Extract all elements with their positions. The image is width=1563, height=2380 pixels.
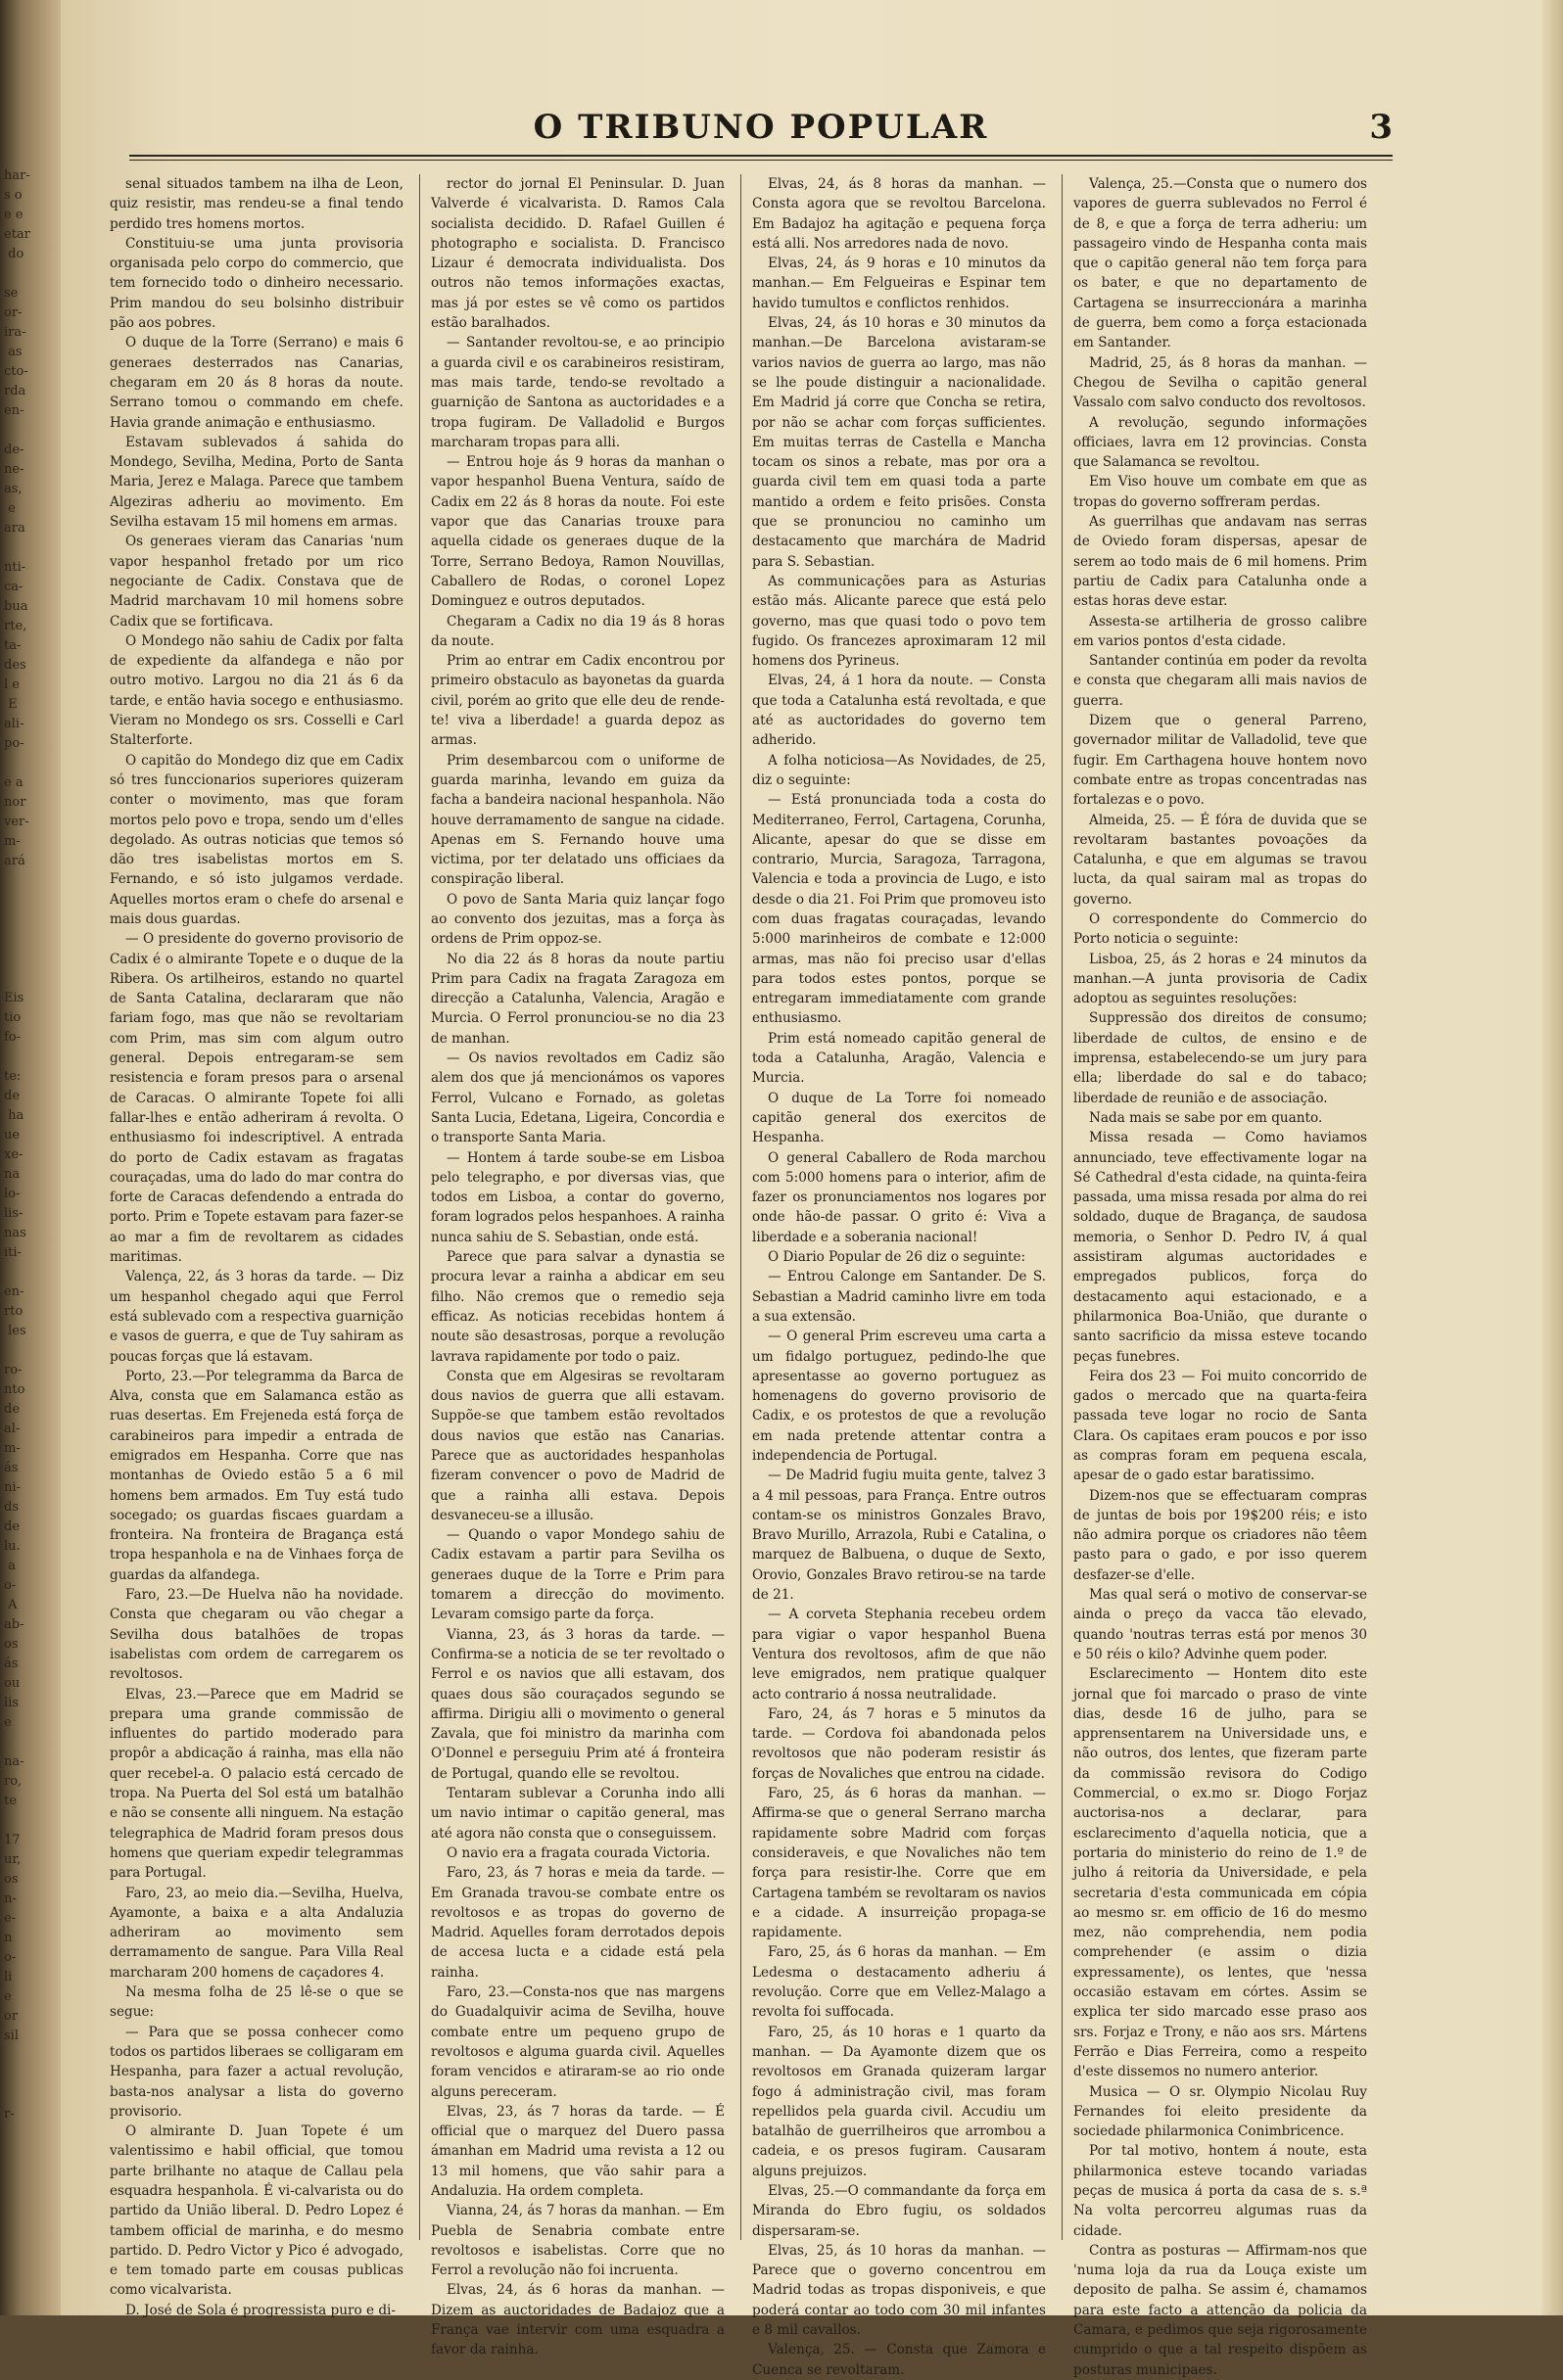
article-paragraph: Constituiu-se uma junta provisoria organisada pelo corpo do commercio, que tem fornecido todo o dinheiro necessario. Prim mandou do seu bolsinho distribuir pão aos pobres. [110, 235, 403, 332]
article-paragraph: Na mesma folha de 25 lê-se o que se segue: [110, 1984, 403, 2021]
article-paragraph: Tentaram sublevar a Corunha indo alli um navio intimar o capitão general, mas até agora não consta que o conseguissem. [431, 1786, 725, 1842]
article-paragraph: Prim desembarcou com o uniforme de guarda marinha, levando em guiza da facha a bandeira nacional hespanhola. Não houve derramamento de sangue na cidade. Apenas em S. Fernando houve uma victima, por ter delatado uns officiaes da conspiração liberal. [431, 752, 725, 888]
article-paragraph: Elvas, 24, á 1 hora da noute. — Consta que toda a Catalunha está revoltada, e que até as auctoridades do governo tem adherido. [752, 673, 1046, 749]
header-rule-thin [129, 160, 1393, 161]
article-paragraph: Lisboa, 25, ás 2 horas e 24 minutos da manhan.—A junta provisoria de Cadix adoptou as seguintes resoluções: [1073, 951, 1367, 1007]
article-paragraph: — Os navios revoltados em Cadiz são alem dos que já mencionámos os vapores Ferrol, Vulcano e Fornado, as goletas Santa Lucia, Edetana, Ligeira, Concordia e o transporte Santa Maria. [431, 1050, 725, 1146]
article-paragraph: Faro, 25, ás 6 horas da manhan. — Em Ledesma o destacamento adheriu á revolução. Corre que em Vellez-Malago a revolta foi suffocada. [752, 1944, 1046, 2021]
article-paragraph: A revolução, segundo informações officiaes, lavra em 12 provincias. Consta que Salamanca se revoltou. [1073, 414, 1367, 471]
article-paragraph: O Diario Popular de 26 diz o seguinte: [768, 1249, 1026, 1266]
article-paragraph: O duque de la Torre (Serrano) e mais 6 generaes desterrados nas Canarias, chegaram em 20 ás 8 horas da noute. Serrano tomou o commando em chefe. Havia grande animação e enthusiasmo. [110, 335, 403, 431]
article-paragraph: O navio era a fragata courada Victoria. [447, 1844, 711, 1861]
text-column-2 [431, 174, 725, 2358]
article-paragraph: Feira dos 23 — Foi muito concorrido de gados o mercado que na quarta-feira passada teve logar no rocio de Santa Clara. Os capitaes eram poucos e por isso as compras foram em pequena escala, apesar de o gado estar baratissimo. [1073, 1368, 1367, 1484]
article-paragraph: O correspondente do Commercio do Porto noticia o seguinte: [1073, 910, 1367, 948]
article-paragraph: Faro, 25, ás 10 horas e 1 quarto da manhan. — Da Ayamonte dizem que os revoltosos em Granada quizeram largar fogo á administração civil, mas foram repellidos pela guarda civil. Accudiu um batalhão de guerrilheiros que arrombou a cadeia, e os presos fugiram. Causaram alguns prejuizos. [752, 2024, 1046, 2179]
article-paragraph: Elvas, 23.—Parece que em Madrid se prepara uma grande commissão de influentes do partido moderado para propôr a abdicação á rainha, mas ella não quer recebel-a. O palacio está cercado de tropa. Na Puerta del Sol está um batalhão e não se consente alli ninguem. Na estação telegraphica de Madrid foram presos dous homens que queriam expedir telegrammas para Portugal. [110, 1686, 403, 1882]
previous-page-edge [0, 0, 61, 2315]
article-paragraph: Prim ao entrar em Cadix encontrou por primeiro obstaculo as bayonetas da guarda civil, porém ao grito que elle deu de rende-te! viva a liberdade! a guarda depoz as armas. [431, 653, 725, 749]
article-paragraph: Valença, 22, ás 3 horas da tarde. — Diz um hespanhol chegado aqui que Ferrol está sublevado com a respectiva guarnição e vasos de guerra, e que de Tuy sahiram as poucas forças que lá estavam. [110, 1269, 403, 1365]
article-paragraph: O capitão do Mondego diz que em Cadix só tres funccionarios superiores quizeram conter o movimento, mas que foram mortos pelo povo e tropa, sendo um d'elles degolado. As outras noticias que temos só dão tres isabelistas mortos em S. Fernando, e só isto julgamos verdade. Aquelles mortos eram o chefe do arsenal e mais dous guardas. [110, 752, 403, 927]
article-paragraph: Faro, 23.—De Huelva não ha novidade. Consta que chegaram ou vão chegar a Sevilha dous batalhões de tropas isabelistas com ordem de carregarem os revoltosos. [110, 1587, 403, 1683]
text-column-1 [110, 174, 403, 2318]
article-paragraph: — Entrou Calonge em Santander. De S. Sebastian a Madrid caminho livre em toda a sua extensão. [752, 1269, 1046, 1325]
article-paragraph: Madrid, 25, ás 8 horas da manhan. — Chegou de Sevilha o capitão general Vassalo com salvo conducto dos revoltosos. [1073, 354, 1367, 411]
article-paragraph: Vianna, 23, ás 3 horas da tarde. — Confirma-se a noticia de se ter revoltado o Ferrol e os navios que alli estavam, dos quaes dous são couraçados segundo se affirma. Dirigiu alli o movimento o general Zavala, que foi ministro da marinha com O'Donnel e perseguiu Prim até á fronteira de Portugal, quando elle se revoltou. [431, 1626, 725, 1782]
article-paragraph: Assesta-se artilheria de grosso calibre em varios pontos d'esta cidade. [1073, 613, 1367, 649]
article-paragraph: Faro, 23, ás 7 horas e meia da tarde. — Em Granada travou-se combate entre os revoltosos e as tropas do governo de Madrid. Aquelles foram derrotados depois de accesa lucta e a cidade está pela rainha. [431, 1865, 725, 1981]
article-paragraph: Porto, 23.—Por telegramma da Barca de Alva, consta que em Salamanca estão as ruas desertas. Em Frejeneda está força de carabineiros para impedir a entrada de emigrados em Hespanha. Corre que nas montanhas de Oviedo estão 5 a 6 mil homens bem armados. Em Tuy está tudo socegado; os guardas fiscaes guardam a fronteira. Na fronteira de Bragança está tropa hespanhola e na de Vinhaes força de guardas da alfandega. [110, 1368, 403, 1583]
article-paragraph: — Para que se possa conhecer como todos os partidos liberaes se colligaram em Hespanha, para fazer a actual revolução, basta-nos analysar a lista do governo provisorio. [110, 2024, 403, 2120]
article-paragraph: Vianna, 24, ás 7 horas da manhan. — Em Puebla de Senabria combate entre revoltosos e isabelistas. Corre que no Ferrol a revolução não foi incruenta. [431, 2203, 725, 2279]
article-paragraph: — O general Prim escreveu uma carta a um fidalgo portuguez, pedindo-lhe que apresentasse ao governo portuguez as homenagens do governo provisorio de Cadix, e os protestos de que a revolução em nada pretende attentar contra a independencia de Portugal. [752, 1329, 1046, 1464]
article-paragraph: — De Madrid fugiu muita gente, talvez 3 a 4 mil pessoas, para França. Entre outros contam-se os ministros Gonzales Bravo, Bravo Murillo, Arrazola, Rubi e Catalina, o marquez de Balbuena, o duque de Sexto, Orovio, Gonzales Bravo retirou-se na tarde de 21. [752, 1468, 1046, 1604]
article-paragraph: — Hontem á tarde soube-se em Lisboa pelo telegrapho, e por diversas vias, que todos em Lisboa, a contar do governo, foram logrados pelos hespanhoes. A rainha nunca sahiu de S. Sebastian, onde está. [431, 1149, 725, 1245]
article-paragraph: Faro, 23, ao meio dia.—Sevilha, Huelva, Ayamonte, a baixa e a alta Andaluzia adheriram ao movimento sem derramamento de sangue. Para Villa Real marcharam 200 homens de caçadores 4. [110, 1885, 403, 1981]
previous-page-fragments: har- s o e e etar do se or- ira- as cto- rda en- de- ne- as, e ara nti- ca- bua rte, ta- des l e E ali- po- e a nor ver- m- ará Eis tio fo- te: de ha ue xe- na lo- lis- nas iti- en- rto les ro- nto de al- m- ás ni- ds de lu. a o- A ab- os ás ou lis e na- ro, te 17 ur, os n- e- n o- li e or sil r- [4, 168, 30, 2122]
article-paragraph: Elvas, 23, ás 7 horas da tarde. — É official que o marquez del Duero passa ámanhan em Madrid uma revista a 12 ou 13 mil homens, que vão sahir para a Andaluzia. Ha ordem completa. [431, 2103, 725, 2199]
article-paragraph: Parece que para salvar a dynastia se procura levar a rainha a abdicar em seu filho. Não cremos que o remedio seja efficaz. As noticias recebidas hontem á noute são desastrosas, porque a revolução lavrava rapidamente por todo o paiz. [431, 1249, 725, 1365]
article-paragraph: Mas qual será o motivo de conservar-se ainda o preço da vacca tão elevado, quando 'noutras terras está por menos 30 e 50 réis o kilo? Advinhe quem poder. [1073, 1587, 1367, 1662]
article-paragraph: Elvas, 24, ás 8 horas da manhan. —Consta agora que se revoltou Barcelona. Em Badajoz ha agitação e pequena força está alli. Nos arredores nada de novo. [752, 176, 1046, 252]
article-paragraph: Valença, 25.—Consta que o numero dos vapores de guerra sublevados no Ferrol é de 8, e que a força de terra adheriu: um passageiro vindo de Hespanha conta mais que o capitão general não tem força para os bater, e que no departamento de Cartagena se insurreccionára a marinha de guerra, bem como a força estacionada em Santander. [1073, 176, 1367, 351]
article-paragraph: Prim está nomeado capitão general de toda a Catalunha, Aragão, Valencia e Murcia. [752, 1030, 1046, 1087]
article-paragraph: Estavam sublevados á sahida do Mondego, Sevilha, Medina, Porto de Santa Maria, Jerez e Malaga. Parece que tambem Algeziras adheriu ao movimento. Em Sevilha estavam 15 mil homens em armas. [110, 434, 403, 531]
article-paragraph: Musica — O sr. Olympio Nicolau Ruy Fernandes foi eleito presidente da sociedade philarmonica Conimbricence. [1073, 2083, 1367, 2140]
article-paragraph: Santander continúa em poder da revolta e consta que chegaram alli mais navios de guerra. [1073, 653, 1367, 709]
article-paragraph: — Entrou hoje ás 9 horas da manhan o vapor hespanhol Buena Ventura, saído de Cadix em 22 ás 8 horas da noute. Foi este vapor que das Canarias trouxe para aquella cidade os generaes duque de la Torre, Serrano Bedoya, Ramon Nouvillas, Caballero de Rodas, o coronel Lopez Dominguez e outros deputados. [431, 454, 725, 610]
article-paragraph: O almirante D. Juan Topete é um valentissimo e habil official, que tomou parte brilhante no ataque de Callau pela esquadra hespanhola. É vi-calvarista ou do partido da União liberal. D. Pedro Lopez é tambem official de marinha, e do mesmo partido. D. Pedro Victor y Pico é advogado, e tem tomado parte em cousas publicas como vicalvarista. [110, 2123, 403, 2299]
article-paragraph: Faro, 23.—Consta-nos que nas margens do Guadalquivir acima de Sevilha, houve combate entre um pequeno grupo de revoltosos e alguma guarda civil. Aquelles foram vencidos e atiraram-se ao rio onde alguns pereceram. [431, 1984, 725, 2100]
article-paragraph: As guerrilhas que andavam nas serras de Oviedo foram dispersas, apesar de serem ao todo mais de 6 mil homens. Prim partiu de Cadix para Catalunha onde a estas horas deve estar. [1073, 514, 1367, 610]
article-paragraph: Elvas, 25, ás 10 horas da manhan. — Parece que o governo concentrou em Madrid todas as tropas disponiveis, e que poderá contar ao todo com 30 mil infantes e 8 mil cavallos. [752, 2242, 1046, 2339]
article-paragraph: Nada mais se sabe por em quanto. [1089, 1109, 1323, 1126]
article-paragraph: Elvas, 24, ás 6 horas da manhan. — Dizem as auctoridades de Badajoz que a França vae intervir com uma esquadra a favor da rainha. [431, 2282, 725, 2358]
article-paragraph: Dizem-nos que se effectuaram compras de juntas de bois por 19$200 réis; e isto não admira porque os criadores não têem pasto para o gado, e por isso querem desfazer-se d'elle. [1073, 1487, 1367, 1583]
article-paragraph: rector do jornal El Peninsular. D. Juan Valverde é vicalvarista. D. Ramos Cala socialista decidido. D. Rafael Guillen é photographo e socialista. D. Francisco Lizaur é democrata individualista. Dos outros não temos informações exactas, mas já por estes se vê como os partidos estão baralhados. [431, 176, 725, 332]
article-paragraph: Consta que em Algesiras se revoltaram dous navios de guerra que alli estavam. Suppõe-se que tambem estão revoltados dous navios que estão nas Canarias. Parece que as auctoridades hespanholas fizeram convencer o povo de Madrid de que a rainha alli estava. Depois desvaneceu-se a illusão. [431, 1368, 725, 1523]
page-edge [1541, 0, 1563, 2315]
article-paragraph: Faro, 24, ás 7 horas e 5 minutos da tarde. — Cordova foi abandonada pelos revoltosos que não poderam resistir ás forças de Novaliches que entrou na cidade. [752, 1705, 1046, 1782]
article-paragraph: Elvas, 24, ás 9 horas e 10 minutos da manhan.— Em Felgueiras e Espinar tem havido tumultos e conflictos renhidos. [752, 256, 1046, 311]
newspaper-title: O TRIBUNO POPULAR [533, 108, 989, 147]
column-divider [740, 174, 741, 2240]
article-paragraph: Suppressão dos direitos de consumo; liberdade de cultos, de ensino e de imprensa, estabelecendo-se um jury para ella; liberdade do sal e do tabaco; liberdade de reunião e de associação. [1073, 1010, 1367, 1106]
article-paragraph: O povo de Santa Maria quiz lançar fogo ao convento dos jezuitas, mas a força às ordens de Prim oppoz-se. [431, 891, 725, 948]
article-paragraph: Valença, 25. — Consta que Zamora e Cuenca se revoltaram. [752, 2342, 1046, 2378]
article-paragraph: Faro, 25, ás 6 horas da manhan. — Affirma-se que o general Serrano marcha rapidamente sobre Madrid com forças consideraveis, e que Novaliches não tem força para resistir-lhe. Corre que em Cartagena também se revoltaram os navios e a cidade. A insurreição propaga-se rapidamente. [752, 1786, 1046, 1941]
article-paragraph: Elvas, 24, ás 10 horas e 30 minutos da manhan.—De Barcelona avistaram-se varios navios de guerra ao largo, mas não se lhe poude distinguir a nacionalidade. Em Madrid já corre que Concha se retira, por não se achar com forças sufficientes. Em muitas terras de Castella e Mancha tocam os sinos a rebate, mas por ora a guarda civil tem em quasi toda a parte mantido a ordem e feito prisões. Consta que se pronunciou no caminho um destacamento que marchára de Madrid para S. Sebastian. [752, 315, 1046, 570]
article-paragraph: A folha noticiosa—As Novidades, de 25, diz o seguinte: [752, 752, 1046, 788]
article-paragraph: O general Caballero de Roda marchou com 5:000 homens para o interior, afim de fazer os pronunciamentos nos logares por onde hão-de passar. O grito é: Viva a liberdade e a soberania nacional! [752, 1149, 1046, 1245]
article-paragraph: Chegaram a Cadix no dia 19 ás 8 horas da noute. [431, 613, 725, 649]
article-paragraph: — Quando o vapor Mondego sahiu de Cadix estavam a partir para Sevilha os generaes duque de la Torre e Prim para tomarem a direcção do movimento. Levaram comsigo parte da força. [431, 1527, 725, 1623]
article-paragraph: senal situados tambem na ilha de Leon, quiz resistir, mas rendeu-se a final tendo perdido tres homens mortos. [110, 176, 403, 232]
text-column-4 [1073, 174, 1367, 2378]
article-paragraph: — Santander revoltou-se, e ao principio a guarda civil e os carabineiros resistiram, mas mais tarde, tendo-se revoltado a guarnição de Santona as auctoridades e a tropa fugiram. De Valladolid e Burgos marcharam tropas para alli. [431, 335, 725, 450]
article-paragraph: — Está pronunciada toda a costa do Mediterraneo, Ferrol, Cartagena, Corunha, Alicante, apesar do que se disse em contrario, Murcia, Saragoza, Tarragona, Valencia e toda a provincia de Lugo, e isto desde o dia 21. Foi Prim que promoveu isto com duas fragatas couraçadas, levando 5:000 marinheiros de combate e 12:000 armas, mas não foi preciso usar d'ellas para todos estes pontos, porque se entregaram immediatamente com grande enthusiasmo. [752, 792, 1046, 1027]
running-head [129, 108, 1393, 155]
header-rule [129, 155, 1393, 157]
article-paragraph: — O presidente do governo provisorio de Cadix é o almirante Topete e o duque de la Ribera. Os artilheiros, estando no quartel de Santa Catalina, declararam que não fariam fogo, mas que não se revoltariam com Prim, mas sim com algum outro general. Depois entregaram-se sem resistencia e foram presos para o arsenal de Caracas. O almirante Topete foi alli fallar-lhes e então adheriram á revolta. O enthusiasmo foi indescriptivel. A entrada do porto de Cadix estavam as fragatas couraçadas, uma do lado do mar contra do forte de Caracas defendendo a entrada do porto. Prim e Topete estavam para fazer-se ao mar a fim de revoltarem as cidades maritimas. [110, 931, 403, 1266]
text-column-3 [752, 174, 1046, 2378]
article-paragraph: Elvas, 25.—O commandante da força em Miranda do Ebro fugiu, os soldados dispersaram-se. [752, 2182, 1046, 2239]
article-paragraph: Missa resada — Como haviamos annunciado, teve effectivamente logar na Sé Cathedral d'esta cidade, na quinta-feira passada, uma missa resada por alma do rei soldado, duque de Bragança, de saudosa memoria, o Senhor D. Pedro IV, á qual assistiram algumas auctoridades e empregados publicos, força do destacamento aqui estacionado, e a philarmonica Boa-União, que durante o santo sacrificio da missa esteve tocando peças funebres. [1073, 1130, 1367, 1365]
article-paragraph: Contra as posturas — Affirmam-nos que 'numa loja da rua da Louça existe um deposito de palha. Se assim é, chamamos para este facto a attenção da policia da Camara, e pedimos que seja rigorosamente cumprido o que a tal respeito dispõem as posturas municipaes. [1073, 2242, 1367, 2378]
newspaper-page [61, 0, 1563, 2378]
article-paragraph: O duque de La Torre foi nomeado capitão general dos exercitos de Hespanha. [752, 1090, 1046, 1146]
article-paragraph: Dizem que o general Parreno, governador militar de Valladolid, teve que fugir. Em Carthagena houve hontem novo combate entre as tropas concentradas nas fortalezas e o povo. [1073, 713, 1367, 809]
article-paragraph: Almeida, 25. — É fóra de duvida que se revoltaram bastantes povoações da Catalunha, e que em algumas se travou lucta, da qual sairam mal as tropas do governo. [1073, 812, 1367, 908]
article-paragraph: Por tal motivo, hontem á noute, esta philarmonica esteve tocando variadas peças de musica á porta da casa de s. s.ª Na volta percorreu algumas ruas da cidade. [1073, 2143, 1367, 2239]
article-paragraph: Esclarecimento — Hontem dito este jornal que foi marcado o praso de vinte dias, desde 16 de julho, para se apprensentarem na Universidade uns, e não outros, dos lentes, que fizeram parte da commissão revisora do Codigo Commercial, o ex.mo sr. Diogo Forjaz auctorisa-nos a declarar, para esclarecimento d'aquella noticia, que a portaria do ministerio do reino de 1.º de julho á reitoria da Universidade, e pela secretaria d'esta communicada em cópia ao mesmo sr. em officio de 16 do mesmo mez, não comprehendia, nem podia comprehender (e assim o dizia expressamente), os lentes, que 'nessa occasião estavam em córtes. Assim se explica ter sido marcado esse praso aos srs. Forjaz e Trony, e não aos srs. Mártens Ferrão e Dias Ferreira, como a respeito d'este dissemos no numero anterior. [1073, 1666, 1367, 2080]
column-divider [1062, 174, 1063, 2240]
article-paragraph: Em Viso houve um combate em que as tropas do governo soffreram perdas. [1073, 474, 1367, 510]
article-paragraph: — A corveta Stephania recebeu ordem para vigiar o vapor hespanhol Buena Ventura dos revoltosos, afim de que não leve emigrados, nem pratique qualquer acto contrario á nossa neutralidade. [752, 1607, 1046, 1703]
article-paragraph: D. José de Sola é progressista puro e di- [125, 2302, 396, 2318]
article-paragraph: As communicações para as Asturias estão más. Alicante parece que está pelo governo, mas que quasi todo o povo tem fugido. Os francezes aproximaram 12 mil homens dos Pyrineus. [752, 573, 1046, 670]
article-paragraph: Os generaes vieram das Canarias 'num vapor hespanhol fretado por um rico negociante de Cadix. Constava que de Madrid marchavam 10 mil homens sobre Cadix que se fortificava. [110, 534, 403, 630]
article-paragraph: O Mondego não sahiu de Cadix por falta de expediente da alfandega e não por outro motivo. Largou no dia 21 ás 6 da tarde, e então havia socego e enthusiasmo. Vieram no Mondego os srs. Cosselli e Carl Stalterforte. [110, 632, 403, 749]
article-paragraph: No dia 22 ás 8 horas da noute partiu Prim para Cadix na fragata Zaragoza em direcção a Catalunha, Valencia, Aragão e Murcia. O Ferrol pronunciou-se no dia 23 de manhan. [431, 951, 725, 1047]
page-number: 3 [1369, 108, 1393, 147]
column-divider [419, 174, 420, 2240]
